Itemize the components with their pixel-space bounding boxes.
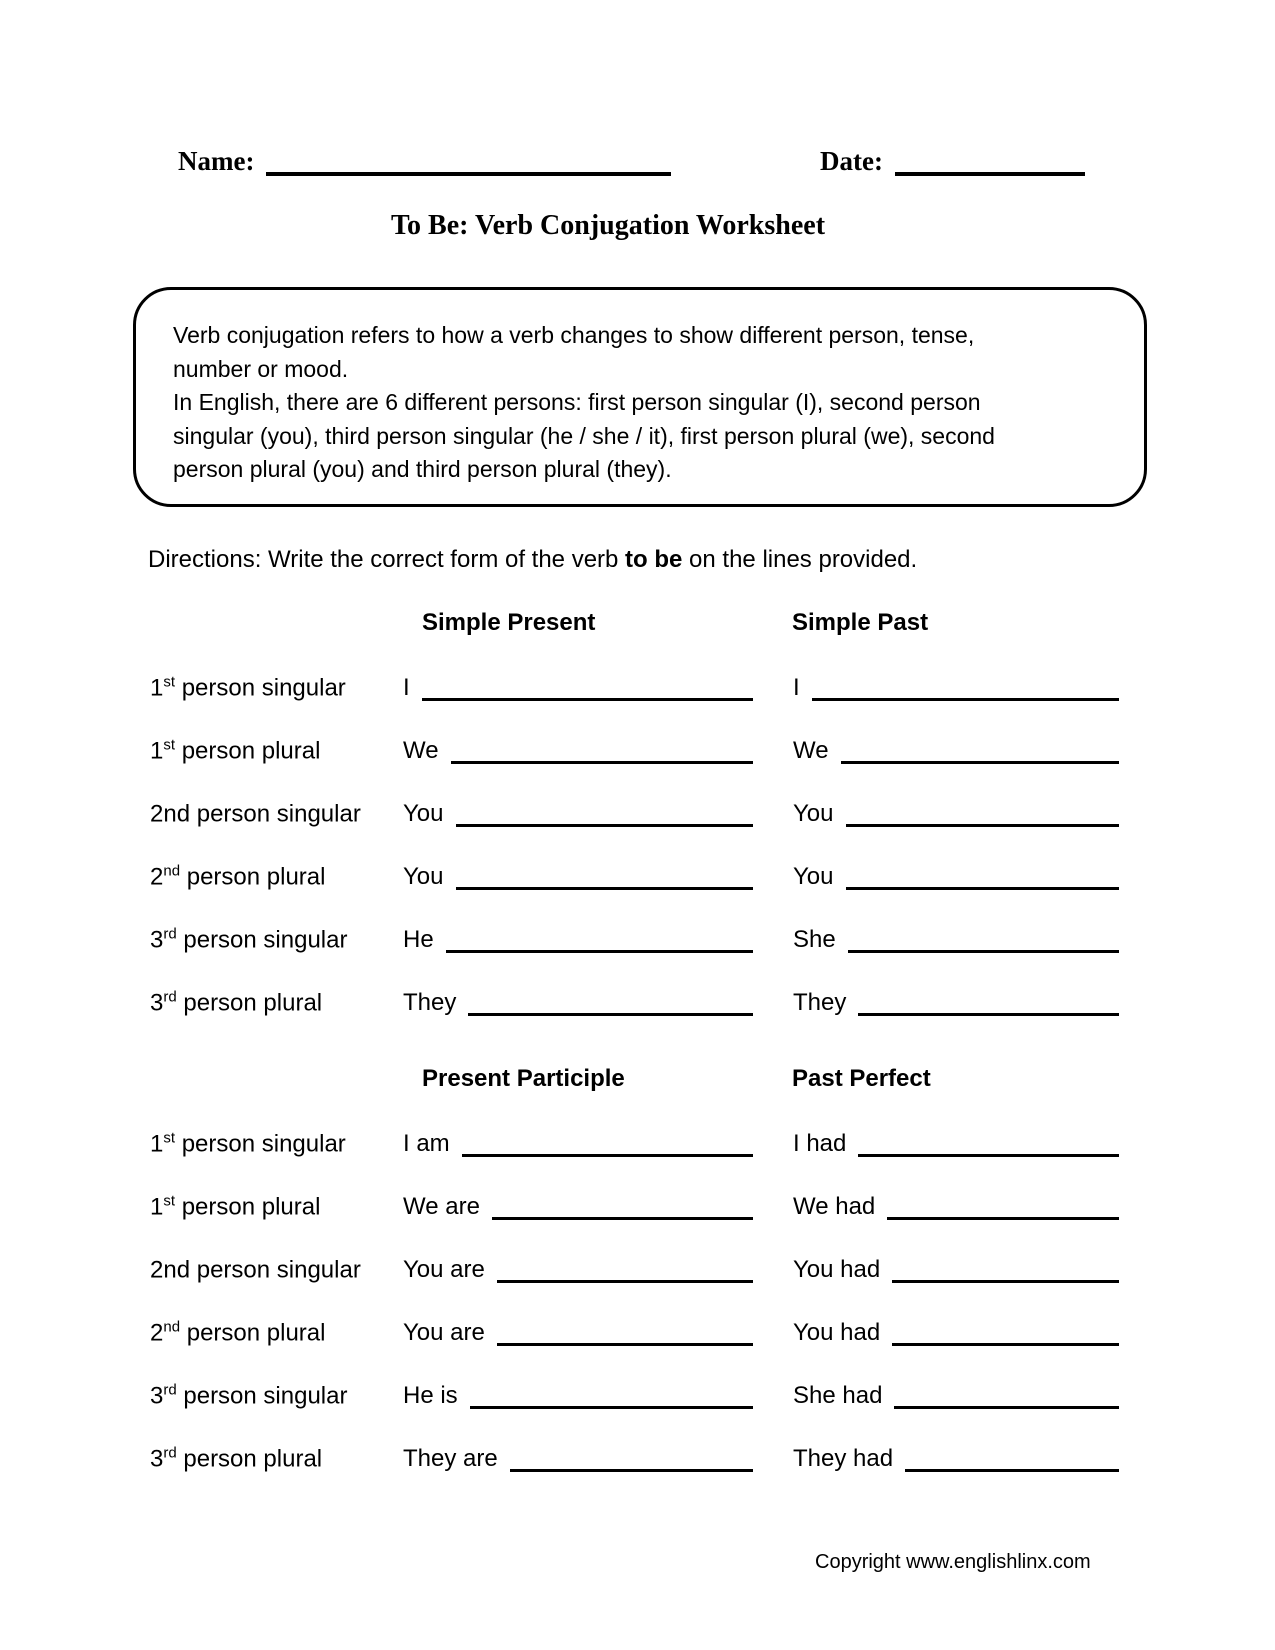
info-box-line: Verb conjugation refers to how a verb changes to show different person, tense, xyxy=(173,322,975,348)
ordinal-suffix: st xyxy=(163,1192,176,1209)
info-box-line: singular (you), third person singular (he / she / it), first person plural (we), second xyxy=(173,422,995,449)
blank-line xyxy=(887,1217,1119,1220)
directions-bold-verb: to be xyxy=(625,546,683,573)
column-header-past-perfect: Past Perfect xyxy=(792,1065,931,1092)
row-label: 1st person plural xyxy=(150,1192,321,1220)
cell-text: They had xyxy=(793,1444,894,1472)
fill-in-cell xyxy=(403,737,753,765)
table-participle xyxy=(150,1046,1125,1490)
ordinal-suffix: st xyxy=(163,1129,176,1146)
directions xyxy=(148,546,917,574)
row-label: 1st person singular xyxy=(150,673,346,701)
table-row xyxy=(150,1364,1125,1427)
blank-line xyxy=(492,1217,753,1220)
name-label: Name: xyxy=(178,146,255,176)
row-label: 3rd person singular xyxy=(150,1381,348,1409)
cell-text: They xyxy=(793,988,847,1016)
table-row xyxy=(150,719,1125,782)
fill-in-cell xyxy=(793,989,1119,1017)
info-box xyxy=(133,287,1147,507)
cell-text: You xyxy=(403,799,444,827)
copyright-notice: Copyright www.englishlinx.com xyxy=(815,1551,1091,1573)
cell-text: We had xyxy=(793,1192,876,1220)
blank-line xyxy=(470,1406,753,1409)
fill-in-cell xyxy=(403,1319,753,1347)
cell-text: We xyxy=(403,736,439,764)
cell-text: You xyxy=(793,799,834,827)
ordinal-suffix: rd xyxy=(163,988,177,1005)
table-header-row xyxy=(150,590,1125,656)
cell-text: You xyxy=(403,862,444,890)
cell-text: They xyxy=(403,988,457,1016)
blank-line xyxy=(905,1469,1119,1472)
ordinal-suffix: st xyxy=(163,736,176,753)
fill-in-cell xyxy=(793,800,1119,828)
blank-line xyxy=(462,1154,753,1157)
name-field-row xyxy=(178,146,671,177)
blank-line xyxy=(892,1280,1119,1283)
date-field-row xyxy=(820,146,1085,177)
cell-text: You are xyxy=(403,1318,485,1346)
fill-in-cell xyxy=(403,1130,753,1158)
row-label: 1st person plural xyxy=(150,736,321,764)
row-label: 2nd person singular xyxy=(150,1256,361,1283)
cell-text: You xyxy=(793,862,834,890)
info-box-line: person plural (you) and third person plural (they). xyxy=(173,456,672,482)
cell-text: We xyxy=(793,736,829,764)
row-label: 2nd person singular xyxy=(150,800,361,827)
fill-in-cell xyxy=(793,1256,1119,1284)
cell-text: They are xyxy=(403,1444,498,1472)
fill-in-cell xyxy=(793,1130,1119,1158)
ordinal-suffix: st xyxy=(163,673,176,690)
fill-in-cell xyxy=(403,863,753,891)
table-header-row xyxy=(150,1046,1125,1112)
blank-line xyxy=(422,698,753,701)
column-header-simple-past: Simple Past xyxy=(792,609,929,636)
cell-text: He xyxy=(403,925,434,953)
cell-text: I had xyxy=(793,1129,847,1157)
fill-in-cell xyxy=(403,1445,753,1473)
table-row xyxy=(150,1301,1125,1364)
fill-in-cell xyxy=(793,926,1119,954)
blank-line xyxy=(858,1013,1119,1016)
fill-in-cell xyxy=(793,1193,1119,1221)
blank-line xyxy=(846,824,1120,827)
directions-text: Directions: Write the correct form of the verb xyxy=(148,546,626,573)
blank-line xyxy=(456,887,754,890)
info-box-line: number or mood. xyxy=(173,355,349,382)
row-label: 1st person singular xyxy=(150,1129,346,1157)
ordinal-suffix: rd xyxy=(163,1444,177,1461)
table-row xyxy=(150,908,1125,971)
cell-text: He is xyxy=(403,1381,458,1409)
fill-in-cell xyxy=(403,926,753,954)
date-blank-line xyxy=(895,171,1085,176)
blank-line xyxy=(858,1154,1119,1157)
fill-in-cell xyxy=(403,1256,753,1284)
ordinal-suffix: rd xyxy=(163,1381,177,1398)
cell-text: She had xyxy=(793,1381,883,1409)
ordinal-suffix: rd xyxy=(163,925,177,942)
fill-in-cell xyxy=(793,1382,1119,1410)
row-label: 3rd person plural xyxy=(150,1444,323,1472)
cell-text: You had xyxy=(793,1318,881,1346)
name-blank-line xyxy=(266,171,671,176)
fill-in-cell xyxy=(793,863,1119,891)
page-title: To Be: Verb Conjugation Worksheet xyxy=(390,210,826,241)
blank-line xyxy=(456,824,754,827)
fill-in-cell xyxy=(403,674,753,702)
table-row xyxy=(150,1238,1125,1301)
blank-line xyxy=(451,761,753,764)
blank-line xyxy=(497,1343,753,1346)
table-row xyxy=(150,1427,1125,1490)
cell-text: I xyxy=(793,673,800,701)
row-label: 2nd person plural xyxy=(150,1318,326,1346)
cell-text: I xyxy=(403,673,410,701)
fill-in-cell xyxy=(793,674,1119,702)
blank-line xyxy=(848,950,1119,953)
table-row xyxy=(150,782,1125,845)
ordinal-suffix: nd xyxy=(163,862,181,879)
table-row xyxy=(150,1112,1125,1175)
table-simple xyxy=(150,590,1125,1034)
blank-line xyxy=(446,950,753,953)
fill-in-cell xyxy=(403,800,753,828)
ordinal-suffix: nd xyxy=(163,1318,181,1335)
cell-text: We are xyxy=(403,1192,480,1220)
fill-in-cell xyxy=(793,1319,1119,1347)
blank-line xyxy=(497,1280,753,1283)
date-label: Date: xyxy=(820,146,883,176)
cell-text: You had xyxy=(793,1255,881,1283)
blank-line xyxy=(892,1343,1119,1346)
blank-line xyxy=(468,1013,753,1016)
row-label: 3rd person plural xyxy=(150,988,323,1016)
table-row xyxy=(150,656,1125,719)
column-header-simple-present: Simple Present xyxy=(422,609,596,636)
table-row xyxy=(150,1175,1125,1238)
fill-in-cell xyxy=(403,1193,753,1221)
cell-text: She xyxy=(793,925,836,953)
row-label: 3rd person singular xyxy=(150,925,348,953)
fill-in-cell xyxy=(403,1382,753,1410)
blank-line xyxy=(812,698,1119,701)
blank-line xyxy=(894,1406,1119,1409)
cell-text: You are xyxy=(403,1255,485,1283)
fill-in-cell xyxy=(403,989,753,1017)
column-header-present-participle: Present Participle xyxy=(422,1065,625,1092)
fill-in-cell xyxy=(793,1445,1119,1473)
row-label: 2nd person plural xyxy=(150,862,326,890)
blank-line xyxy=(846,887,1120,890)
table-row xyxy=(150,845,1125,908)
blank-line xyxy=(510,1469,753,1472)
fill-in-cell xyxy=(793,737,1119,765)
table-row xyxy=(150,971,1125,1034)
blank-line xyxy=(841,761,1119,764)
cell-text: I am xyxy=(403,1129,450,1157)
info-box-line: In English, there are 6 different persons: first person singular (I), second person xyxy=(173,389,981,415)
directions-text: on the lines provided. xyxy=(682,546,918,573)
